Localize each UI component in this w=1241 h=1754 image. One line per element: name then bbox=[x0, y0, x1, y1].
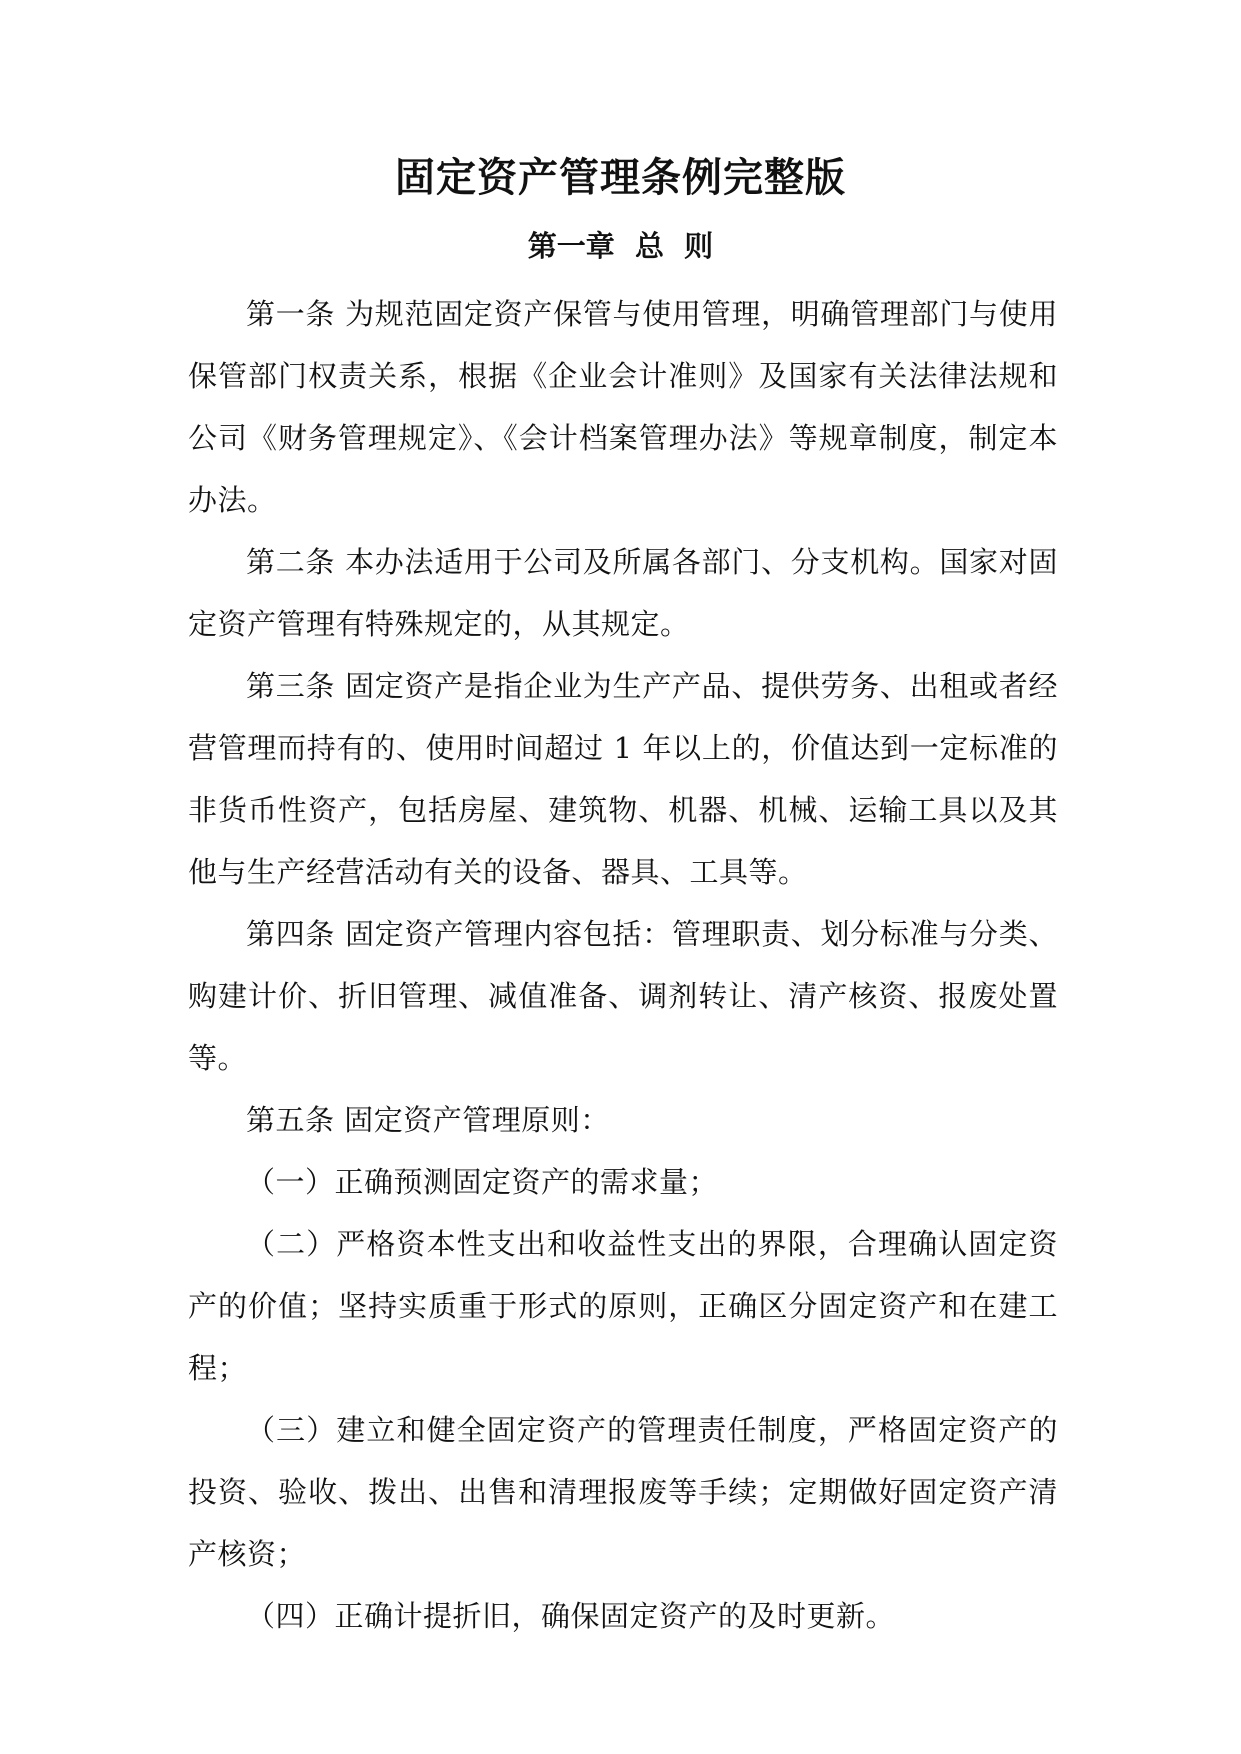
principle-2-item: （二）严格资本性支出和收益性支出的界限，合理确认固定资产的价值；坚持实质重于形式的原则，正确区分固定资产和在建工程； bbox=[188, 1227, 1058, 1385]
principle-1-item: （一）正确预测固定资产的需求量； bbox=[246, 1165, 719, 1199]
article-5-paragraph: 第五条 固定资产管理原则： bbox=[246, 1103, 610, 1137]
article-2-paragraph: 第二条 本办法适用于公司及所属各部门、分支机构。国家对固定资产管理有特殊规定的，从其规定。 bbox=[188, 545, 1058, 641]
article-4-paragraph: 第四条 固定资产管理内容包括：管理职责、划分标准与分类、购建计价、折旧管理、减值准备、调剂转让、清产核资、报废处置等。 bbox=[188, 917, 1058, 1075]
principle-4-item: （四）正确计提折旧，确保固定资产的及时更新。 bbox=[246, 1599, 896, 1633]
document-body bbox=[188, 283, 1058, 1647]
article-1-paragraph: 第一条 为规范固定资产保管与使用管理，明确管理部门与使用保管部门权责关系，根据《企业会计准则》及国家有关法律法规和公司《财务管理规定》、《会计档案管理办法》等规章制度，制定本办法。 bbox=[188, 297, 1058, 517]
principle-3-item: （三）建立和健全固定资产的管理责任制度，严格固定资产的投资、验收、拨出、出售和清理报废等手续；定期做好固定资产清产核资； bbox=[188, 1413, 1058, 1571]
article-3-paragraph: 第三条 固定资产是指企业为生产产品、提供劳务、出租或者经营管理而持有的、使用时间超过 1 年以上的，价值达到一定标准的非货币性资产，包括房屋、建筑物、机器、机械、运输工具以及其他与生产经营活动有关的设备、器具、工具等。 bbox=[188, 669, 1058, 889]
chapter-heading: 第一章 总 则 bbox=[527, 229, 714, 263]
document-title: 固定资产管理条例完整版 bbox=[395, 154, 846, 201]
